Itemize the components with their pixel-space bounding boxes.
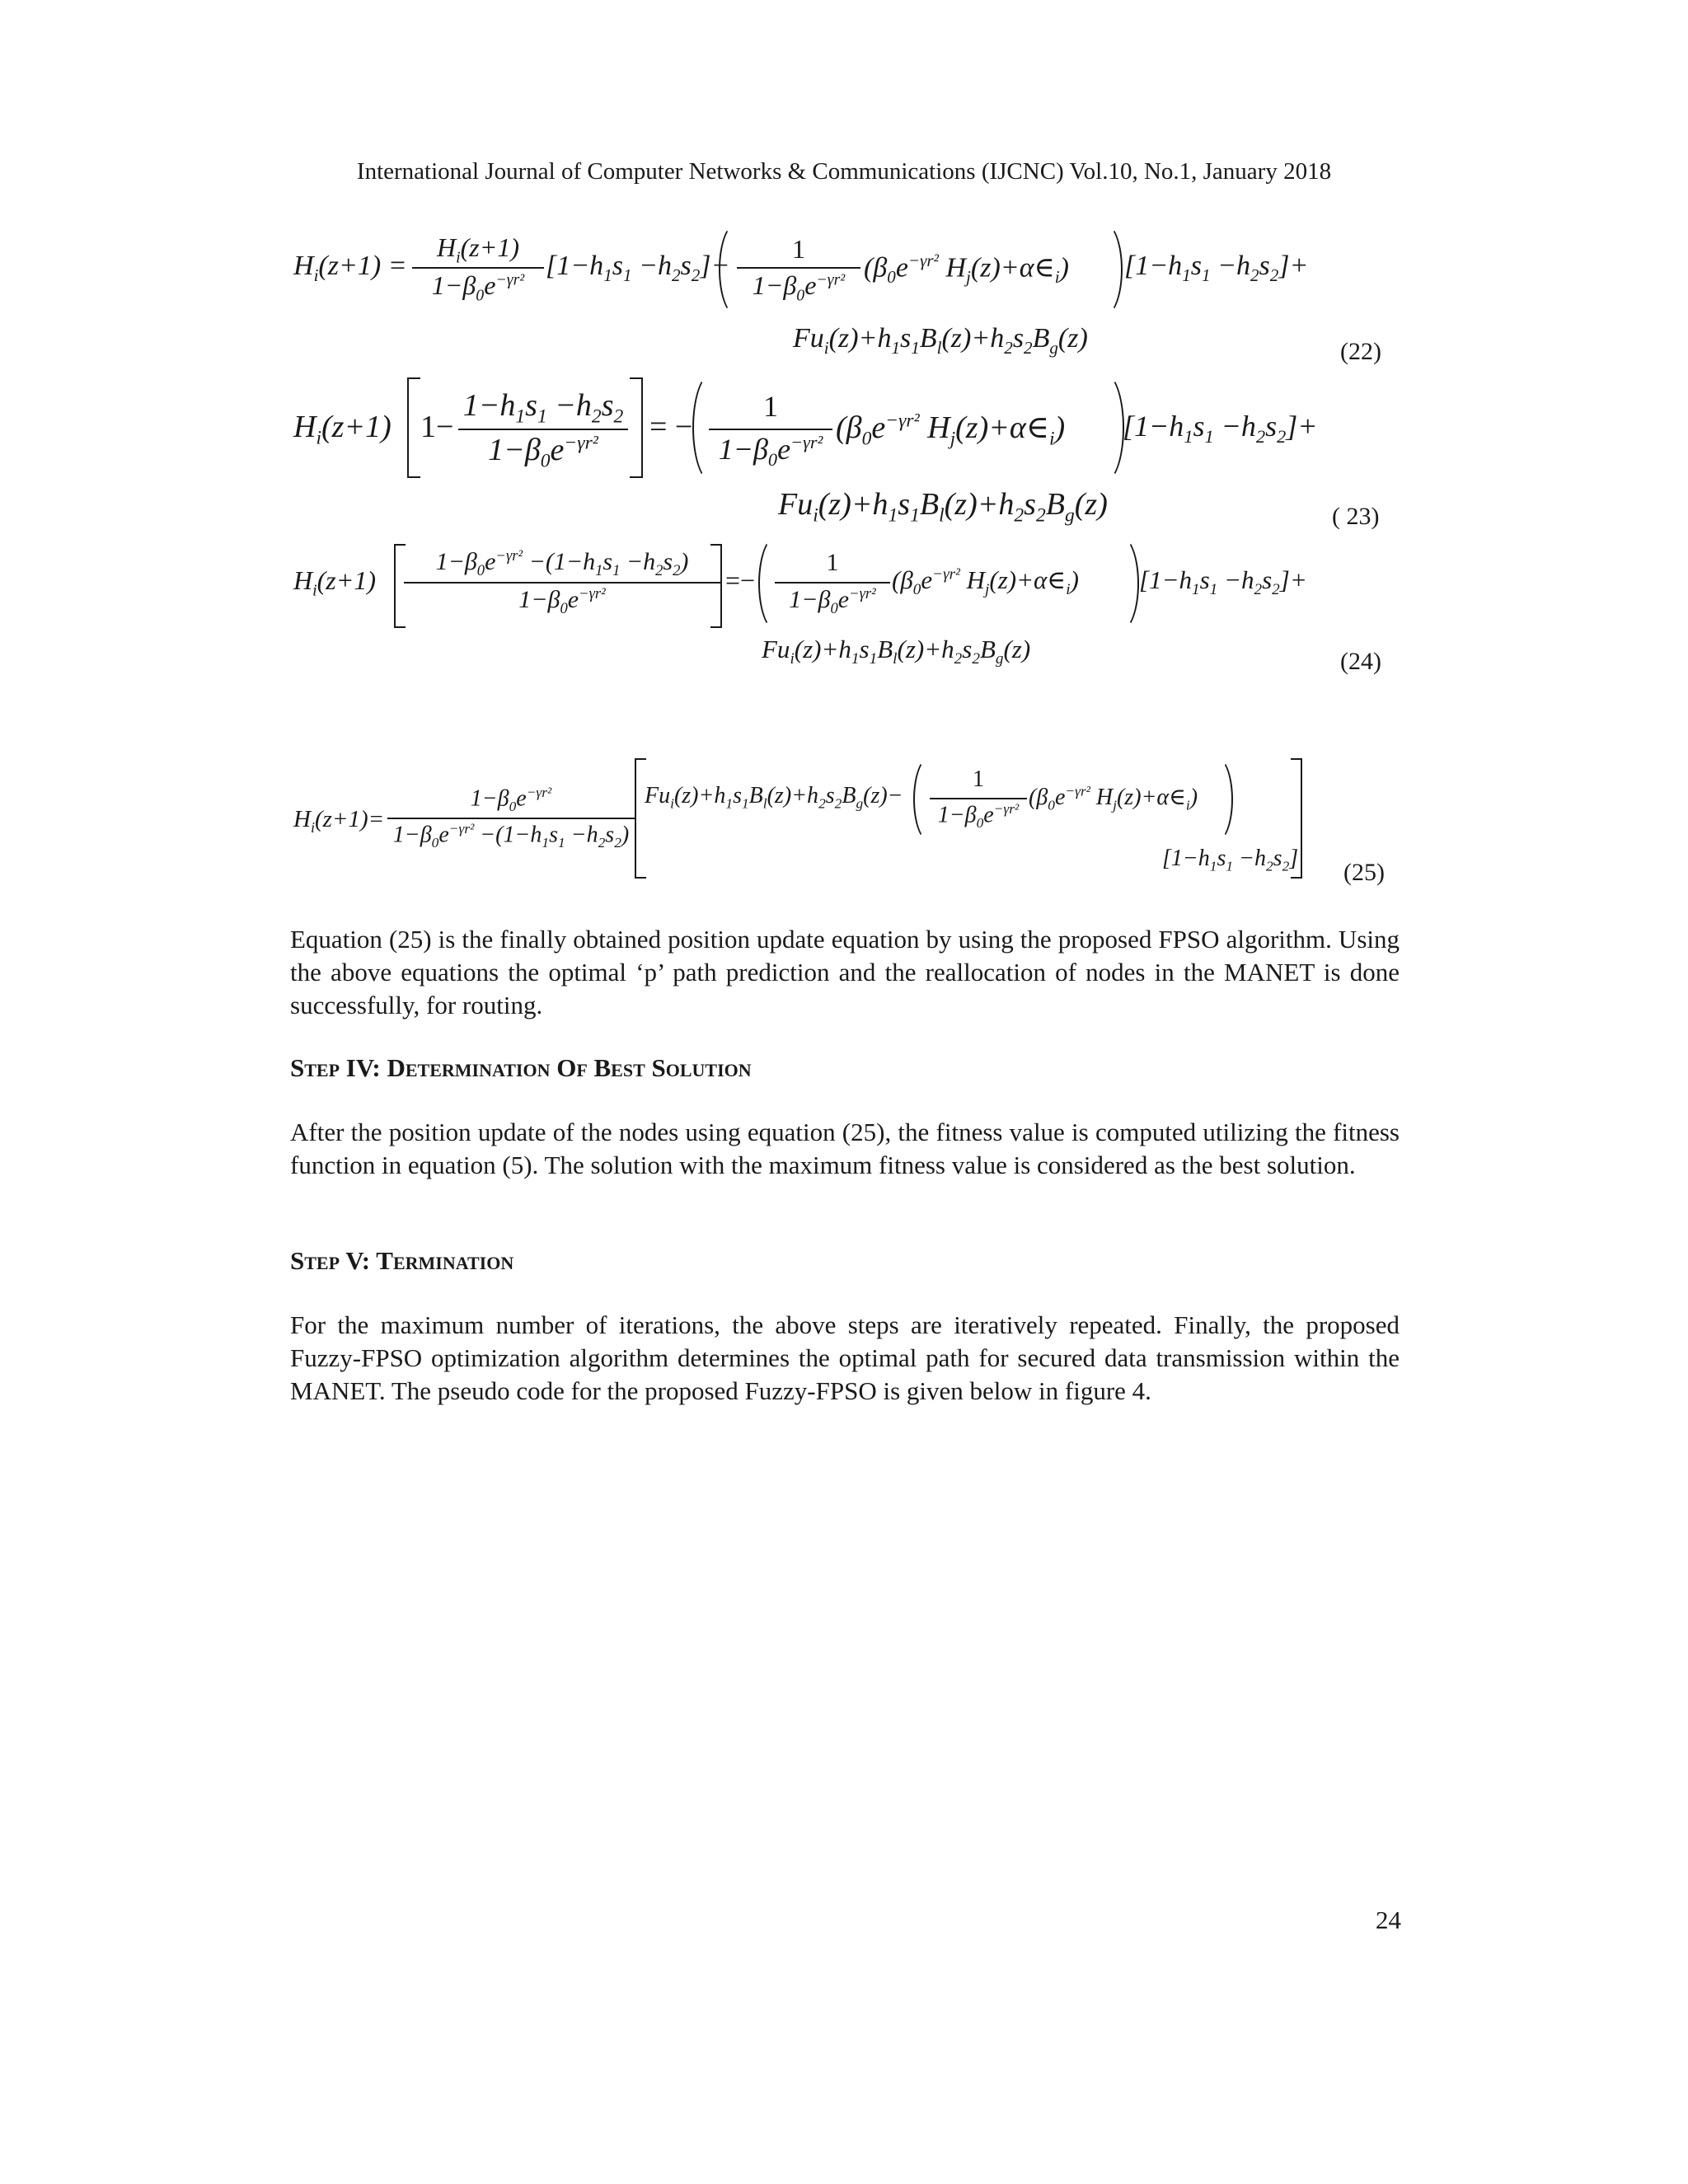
section-heading-step-v: Step V: Termination [290,1246,514,1275]
eq25-line2: $[1-h_1s_1 -h_2s_2]$ [1162,846,1299,874]
eq24-lhs: $H_i(z+1)$ [293,565,376,600]
eq22-frac1-den: $1-\beta_0e^{-\gamma r^2}$ [431,270,525,305]
eq25-frac1-num: $1-\beta_0e^{-\gamma r^2}$ [470,785,552,814]
eq23-frac2-den: $1-\beta_0e^{-\gamma r^2}$ [718,432,823,471]
eq25-right-paren [1200,757,1233,842]
eq24-frac1-bar [404,582,720,583]
eq22-frac2-den: $1-\beta_0e^{-\gamma r^2}$ [752,270,846,305]
eq23-frac2-bar [709,429,832,430]
eq22-bracket-term1: $[1-h_1s_1 -h_2s_2]-$ [546,251,730,285]
eq25-lhs: $H_i(z+1)=$ [293,806,385,836]
eq25-right-bracket [1291,758,1302,879]
eq24-equals: =− [725,565,756,595]
eq25-frac1-den: $1-\beta_0e^{-\gamma r^2} -(1-h_1s_1 -h_2s_2)$ [392,821,630,851]
eq22-lhs: $H_i(z+1)$ = [293,251,407,285]
eq22-right-paren [1086,223,1123,316]
page-number: 24 [1376,1905,1401,1934]
running-header: International Journal of Computer Networks & Communications (IJCNC) Vol.10, No.1, January 2018 [356,158,1332,185]
equation-22-number: (22) [1340,338,1381,365]
eq24-frac2-num: 1 [826,549,839,576]
eq25-frac2-bar [930,798,1027,799]
eq22-bracket-term2: $[1-h_1s_1 -h_2s_2]+$ [1124,251,1309,285]
eq24-right-bracket [710,544,722,628]
eq25-term-main: $Fu_i(z)+h_1s_1B_l(z)+h_2s_2B_g(z)-$ [645,783,903,812]
eq23-frac2-num: 1 [763,390,778,423]
eq22-frac1-bar [412,267,544,269]
equation-25-number: (25) [1343,859,1385,886]
section-heading-step-iv: Step IV: Determination Of Best Solution [290,1053,752,1082]
paragraph-best-solution: After the position update of the nodes using equation (25), the fitness value is computed utilizing the fitness function in equation (5). The solution with the maximum fitness value is considered as the best solution. [290,1118,1400,1179]
eq25-frac2-den: $1-\beta_0e^{-\gamma r^2}$ [937,801,1020,831]
eq23-right-bracket [630,377,643,478]
eq23-frac1-bar [458,429,628,430]
eq22-frac2-bar [737,267,860,269]
eq23-frac1-den: $1-\beta_0e^{-\gamma r^2}$ [488,432,598,472]
eq22-frac1-num: $H_i(z+1)$ [437,232,519,267]
eq22-frac2-num: 1 [792,234,805,264]
eq23-inner-term: ($\beta_0e^{-\gamma r^2}$ $H_j(z)+\alpha\in_i$) [836,410,1066,450]
eq22-line2: $Fu_i(z)+h_1s_1B_l(z)+h_2s_2B_g(z)$ [793,323,1088,358]
eq25-frac1-bar [387,818,635,819]
eq24-frac1-num: $1-\beta_0e^{-\gamma r^2} -(1-h_1s_1 -h_2s_2)$ [435,547,689,579]
paragraph-termination: For the maximum number of iterations, the above steps are iteratively repeated. Finally, the proposed Fuzzy-FPSO optimization algorithm determines the optimal path for secured data transmission within the MANET. The pseudo code for the proposed Fuzzy-FPSO is given below in figure 4. [290,1310,1400,1405]
eq24-inner-term: ($\beta_0e^{-\gamma r^2}$ $H_j(z)+\alpha\in_i$) [892,565,1079,599]
eq25-left-bracket [635,758,646,879]
eq23-left-bracket [407,377,420,478]
eq24-frac2-den: $1-\beta_0e^{-\gamma r^2}$ [789,585,876,617]
eq24-frac1-den: $1-\beta_0e^{-\gamma r^2}$ [518,585,606,617]
eq23-bracket-term: $[1-h_1s_1 -h_2s_2]+$ [1123,410,1318,448]
eq22-inner-term: ($\beta_0e^{-\gamma r^2}$ $H_j(z)+\alpha\in_i$) [864,251,1069,288]
eq23-line2: $Fu_i(z)+h_1s_1B_l(z)+h_2s_2B_g(z)$ [778,487,1108,527]
eq25-inner-term: ($\beta_0e^{-\gamma r^2}$ $H_j(z)+\alpha\in_i$) [1029,783,1198,813]
paragraph-equation-25: Equation (25) is the finally obtained position update equation by using the proposed FPSO algorithm. Using the above equations the optimal ‘p’ path prediction and the reallocation of nodes in the MANET is done successfully, for routing. [290,925,1400,1019]
eq24-line2: $Fu_i(z)+h_1s_1B_l(z)+h_2s_2B_g(z)$ [762,635,1031,668]
eq23-lhs: $H_i(z+1)$ [293,410,392,449]
eq23-right-paren [1085,373,1124,483]
equation-23-number: ( 23) [1332,503,1380,530]
equation-24-number: (24) [1340,648,1381,675]
eq24-right-paren [1103,536,1139,631]
eq23-equals: = − [649,410,693,444]
eq24-frac2-bar [775,582,890,583]
eq23-frac1-num: $1-h_1s_1 -h_2s_2$ [462,388,624,428]
eq24-bracket-term: $[1-h_1s_1 -h_2s_2]+$ [1139,565,1307,599]
eq25-frac2-num: 1 [973,766,984,792]
eq23-one-minus: 1− [420,410,454,444]
